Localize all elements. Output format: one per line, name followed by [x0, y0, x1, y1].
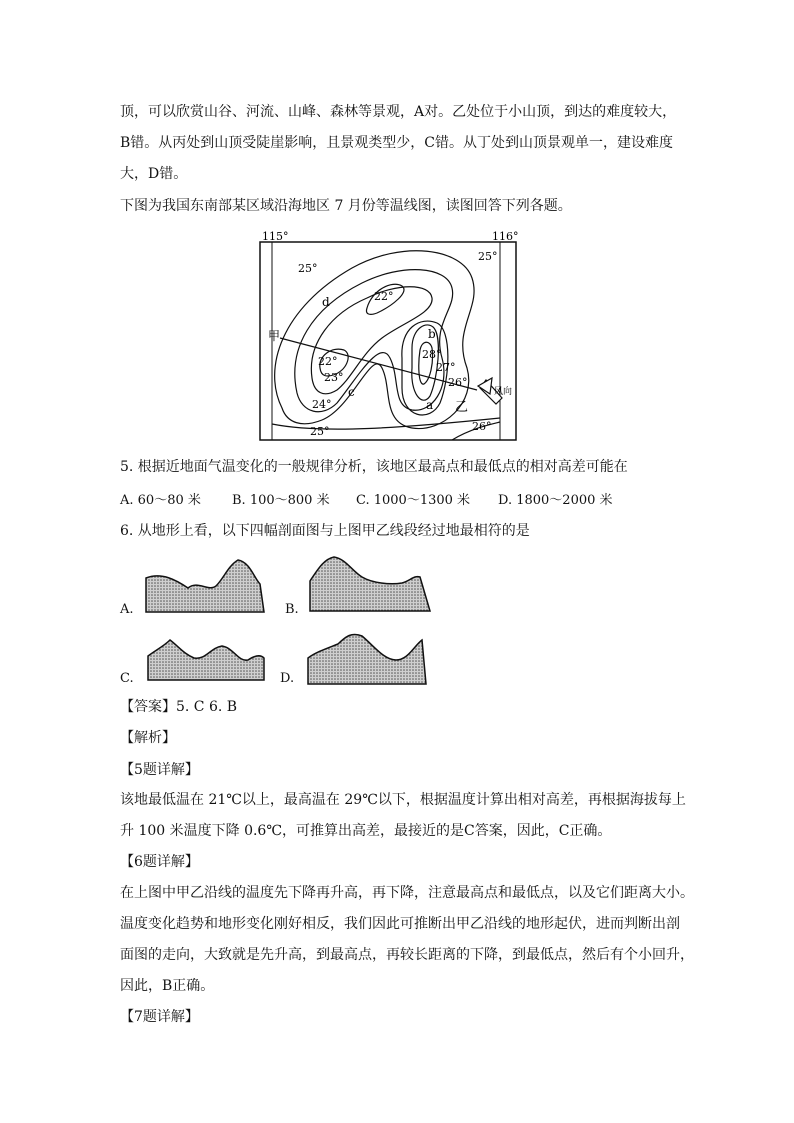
- isotherm-map: [252, 228, 524, 444]
- temp-label-1: 25°: [298, 262, 318, 275]
- temp-label-11: 26°: [472, 420, 492, 433]
- text-line-3: 大，D错。: [120, 166, 188, 182]
- temp-label-10: 25°: [310, 425, 330, 438]
- q6-label-a: A.: [120, 602, 134, 617]
- wind-label: 风向: [494, 387, 513, 397]
- q7-heading: 【7题详解】: [120, 1009, 199, 1025]
- q5-option-a: A. 60～80 米: [120, 493, 201, 508]
- temp-label-4: 28°: [422, 348, 442, 361]
- temp-label-8: 23°: [324, 371, 344, 384]
- yi-label: 乙: [455, 400, 469, 415]
- q6-explain-4: 因此，B正确。: [120, 978, 215, 994]
- temp-label-6: 26°: [448, 376, 468, 389]
- profile-a: [142, 558, 268, 614]
- letter-a: a: [426, 398, 434, 412]
- q6-explain-1: 在上图中甲乙沿线的温度先下降再升高，再下降，注意最高点和最低点，以及它们距离大小。: [120, 885, 694, 901]
- letter-b: b: [428, 327, 436, 341]
- temp-label-9: 24°: [312, 398, 332, 411]
- intro-line: 下图为我国东南部某区域沿海地区 7 月份等温线图，读图回答下列各题。: [120, 198, 572, 214]
- profile-c: [144, 634, 268, 682]
- answer-line: 【答案】5. C 6. B: [120, 699, 238, 715]
- q5-option-c: C. 1000～1300 米: [356, 493, 471, 508]
- jiexi-heading: 【解析】: [120, 730, 176, 746]
- q6-label-c: C.: [120, 671, 134, 686]
- jia-label: 甲: [268, 329, 281, 343]
- q6-explain-3: 面图的走向，大致就是先升高，到最高点，再较长距离的下降，到最低点，然后有个小回升，: [120, 947, 694, 963]
- q6-label-b: B.: [285, 602, 299, 617]
- temp-label-3: 22°: [374, 290, 394, 303]
- lon-right-label: 116°: [492, 230, 519, 243]
- question-5: 5. 根据近地面气温变化的一般规律分析，该地区最高点和最低点的相对高差可能在: [120, 459, 628, 475]
- text-line-1: 顶，可以欣赏山谷、河流、山峰、森林等景观，A对。乙处位于小山顶，到达的难度较大，: [120, 104, 677, 120]
- profile-b: [306, 555, 434, 613]
- question-6: 6. 从地形上看，以下四幅剖面图与上图甲乙线段经过地最相符的是: [120, 523, 530, 539]
- letter-d: d: [322, 295, 330, 309]
- q6-explain-2: 温度变化趋势和地形变化刚好相反，我们因此可推断出甲乙沿线的地形起伏，进而判断出剖: [120, 916, 680, 932]
- q5-option-b: B. 100～800 米: [232, 493, 330, 508]
- q5-heading: 【5题详解】: [120, 762, 199, 778]
- text-line-2: B错。从丙处到山顶受陡崖影响，且景观类型少，C错。从丁处到山顶景观单一，建设难度: [120, 135, 673, 151]
- q6-label-d: D.: [280, 671, 295, 686]
- q5-option-d: D. 1800～2000 米: [498, 493, 613, 508]
- lon-left-label: 115°: [262, 230, 289, 243]
- q5-explain-2: 升 100 米温度下降 0.6℃，可推算出高差，最接近的是C答案，因此，C正确。: [120, 823, 612, 839]
- temp-label-7: 22°: [318, 355, 338, 368]
- temp-label-5: 27°: [436, 361, 456, 374]
- temp-label-2: 25°: [478, 250, 498, 263]
- profile-d: [304, 630, 430, 686]
- q6-heading: 【6题详解】: [120, 854, 199, 870]
- letter-c: c: [348, 385, 355, 399]
- q5-explain-1: 该地最低温在 21℃以上，最高温在 29℃以下，根据温度计算出相对高差，再根据海拔每上: [120, 792, 686, 808]
